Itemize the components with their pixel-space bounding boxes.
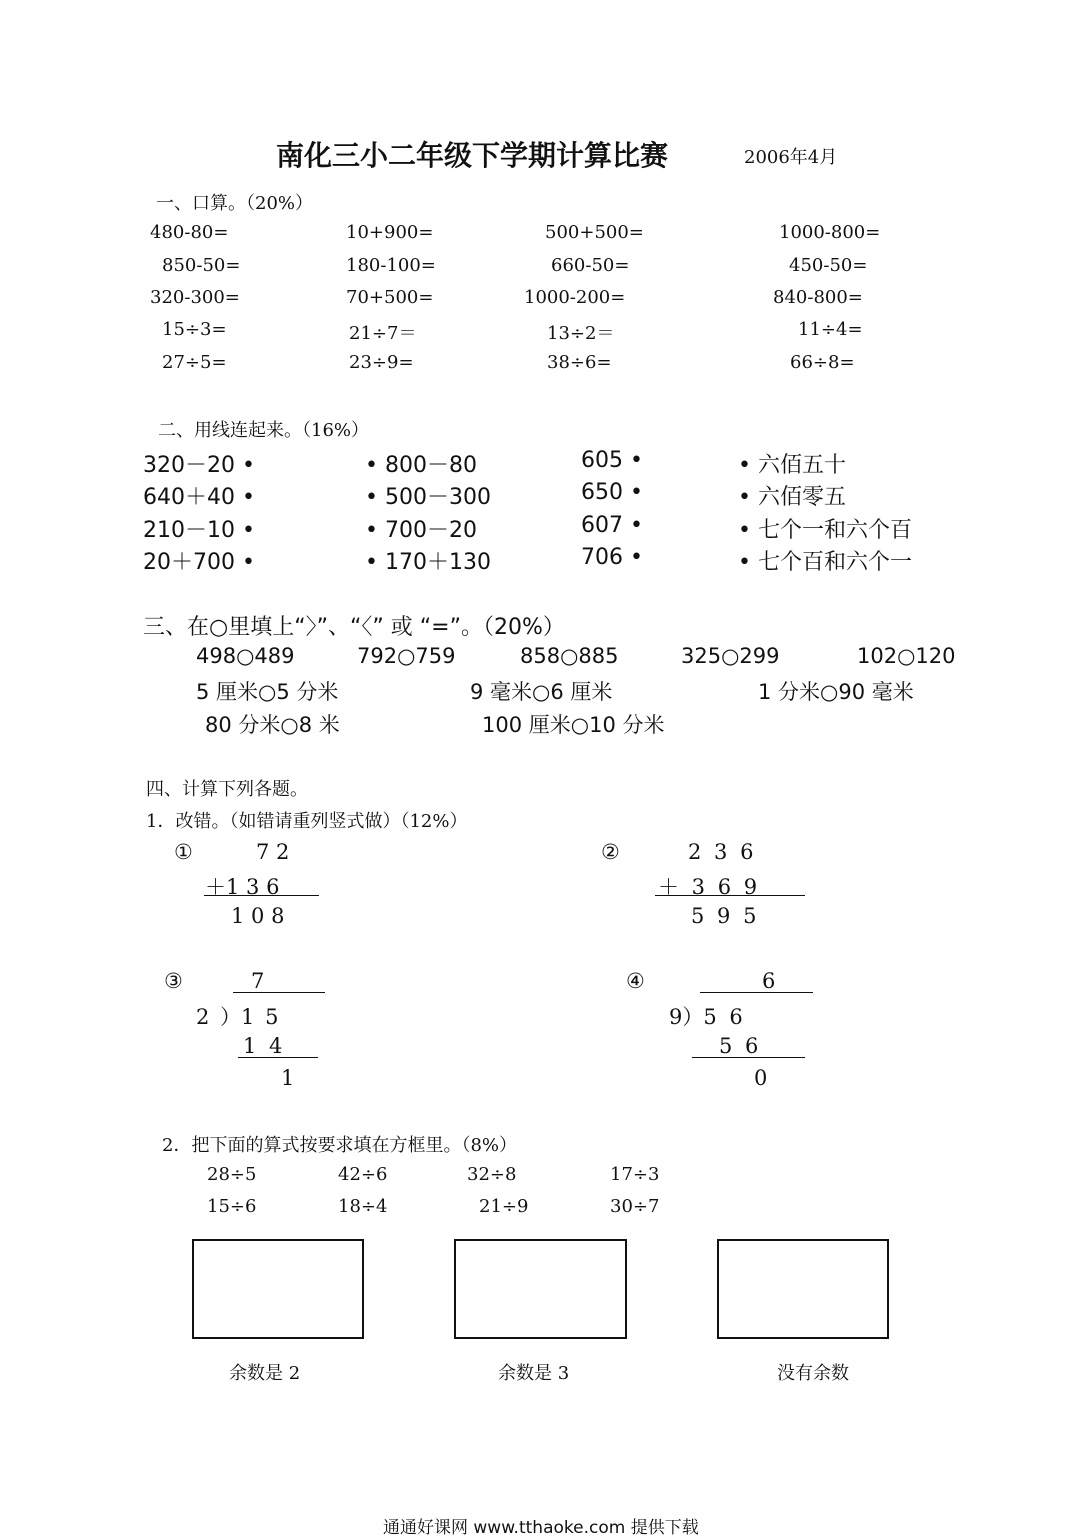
- problem-mark: ②: [601, 840, 620, 864]
- section-3-heading: 三、在○里填上“〉”、“〈” 或 “=”。（20%）: [143, 615, 565, 640]
- oral-item: 21÷7＝: [349, 323, 417, 344]
- box-label: 余数是 2: [229, 1363, 301, 1384]
- oral-item: 38÷6=: [547, 352, 612, 373]
- oral-item: 1000-200=: [524, 287, 626, 308]
- page-title: 南化三小二年级下学期计算比赛: [276, 139, 669, 172]
- oral-item: 500+500=: [545, 222, 644, 243]
- problem-mark: ③: [164, 969, 183, 993]
- match-number-item: 607 •: [581, 513, 643, 538]
- product-line: [692, 1057, 805, 1058]
- compare-item: 5 厘米○5 分米: [196, 680, 339, 704]
- addend-top: 7 2: [256, 840, 290, 864]
- match-left-item: 20＋700 •: [143, 550, 255, 575]
- expression-item: 15÷6: [207, 1196, 257, 1217]
- box-label: 没有余数: [777, 1363, 849, 1384]
- expression-item: 21÷9: [479, 1196, 529, 1217]
- expression-item: 18÷4: [338, 1196, 388, 1217]
- expression-item: 28÷5: [207, 1164, 257, 1185]
- addend-top: 2 3 6: [688, 840, 754, 864]
- match-words-item: • 六佰五十: [738, 453, 846, 478]
- expression-item: 42÷6: [338, 1164, 388, 1185]
- compare-item: 100 厘米○10 分米: [482, 713, 665, 737]
- box-label: 余数是 3: [498, 1363, 570, 1384]
- dividend: 9）5 6: [669, 1005, 743, 1029]
- remainder: 1: [281, 1066, 295, 1090]
- match-right-item: • 700－20: [365, 518, 477, 543]
- problem-mark: ④: [626, 969, 645, 993]
- oral-item: 320-300=: [150, 287, 240, 308]
- section-1-heading: 一、口算。（20%）: [156, 193, 314, 214]
- problem-mark: ①: [174, 840, 193, 864]
- compare-item: 325○299: [681, 644, 780, 668]
- section-2-heading: 二、用线连起来。（16%）: [158, 420, 370, 441]
- product: 5 6: [719, 1034, 759, 1058]
- oral-item: 13÷2＝: [547, 323, 615, 344]
- compare-item: 858○885: [520, 644, 619, 668]
- oral-item: 480-80=: [150, 222, 229, 243]
- match-right-item: • 170＋130: [365, 550, 491, 575]
- match-right-item: • 800－80: [365, 453, 477, 478]
- expression-item: 17÷3: [610, 1164, 660, 1185]
- match-left-item: 210－10 •: [143, 518, 255, 543]
- compare-item: 498○489: [196, 644, 295, 668]
- remainder: 0: [754, 1066, 768, 1090]
- match-left-item: 320－20 •: [143, 453, 255, 478]
- division-bar: [233, 992, 325, 993]
- oral-item: 15÷3=: [162, 319, 227, 340]
- match-left-item: 640＋40 •: [143, 485, 255, 510]
- match-words-item: • 七个一和六个百: [738, 518, 912, 543]
- oral-item: 840-800=: [773, 287, 863, 308]
- match-number-item: 605 •: [581, 448, 643, 473]
- sub-question-2: 2．把下面的算式按要求填在方框里。（8%）: [162, 1135, 518, 1156]
- oral-item: 180-100=: [346, 255, 436, 276]
- exam-date: 2006年4月: [744, 147, 838, 168]
- compare-item: 1 分米○90 毫米: [758, 680, 914, 704]
- match-number-item: 650 •: [581, 480, 643, 505]
- answer-box-no-remainder[interactable]: [717, 1239, 889, 1339]
- sum-result: 5 9 5: [691, 904, 757, 928]
- oral-item: 850-50=: [162, 255, 241, 276]
- expression-item: 32÷8: [467, 1164, 517, 1185]
- sum-result: 1 0 8: [231, 904, 285, 928]
- oral-item: 11÷4=: [798, 319, 863, 340]
- compare-item: 102○120: [857, 644, 956, 668]
- oral-item: 66÷8=: [790, 352, 855, 373]
- dividend: 2 ）1 5: [196, 1005, 279, 1029]
- compare-item: 9 毫米○6 厘米: [470, 680, 613, 704]
- addend-bottom: ＋1 3 6: [205, 875, 280, 899]
- product-line: [238, 1057, 318, 1058]
- compare-item: 80 分米○8 米: [205, 713, 340, 737]
- sub-question-1: 1．改错。（如错请重列竖式做）（12%）: [146, 811, 468, 832]
- compare-item: 792○759: [357, 644, 456, 668]
- oral-item: 23÷9=: [349, 352, 414, 373]
- match-words-item: • 七个百和六个一: [738, 550, 912, 575]
- oral-item: 27÷5=: [162, 352, 227, 373]
- division-bar: [700, 992, 813, 993]
- sum-line: [204, 895, 319, 896]
- match-right-item: • 500－300: [365, 485, 491, 510]
- expression-item: 30÷7: [610, 1196, 660, 1217]
- quotient: 7: [251, 969, 265, 993]
- oral-item: 70+500=: [346, 287, 434, 308]
- match-words-item: • 六佰零五: [738, 485, 846, 510]
- sum-line: [655, 895, 805, 896]
- section-4-heading: 四、计算下列各题。: [146, 779, 308, 800]
- addend-bottom: ＋ 3 6 9: [658, 875, 758, 899]
- oral-item: 1000-800=: [779, 222, 881, 243]
- footer-credit: 通通好课网 www.tthaoke.com 提供下载: [383, 1518, 699, 1538]
- answer-box-remainder-3[interactable]: [454, 1239, 627, 1339]
- answer-box-remainder-2[interactable]: [192, 1239, 364, 1339]
- quotient: 6: [762, 969, 776, 993]
- oral-item: 10+900=: [346, 222, 434, 243]
- product: 1 4: [243, 1034, 283, 1058]
- oral-item: 660-50=: [551, 255, 630, 276]
- oral-item: 450-50=: [789, 255, 868, 276]
- match-number-item: 706 •: [581, 545, 643, 570]
